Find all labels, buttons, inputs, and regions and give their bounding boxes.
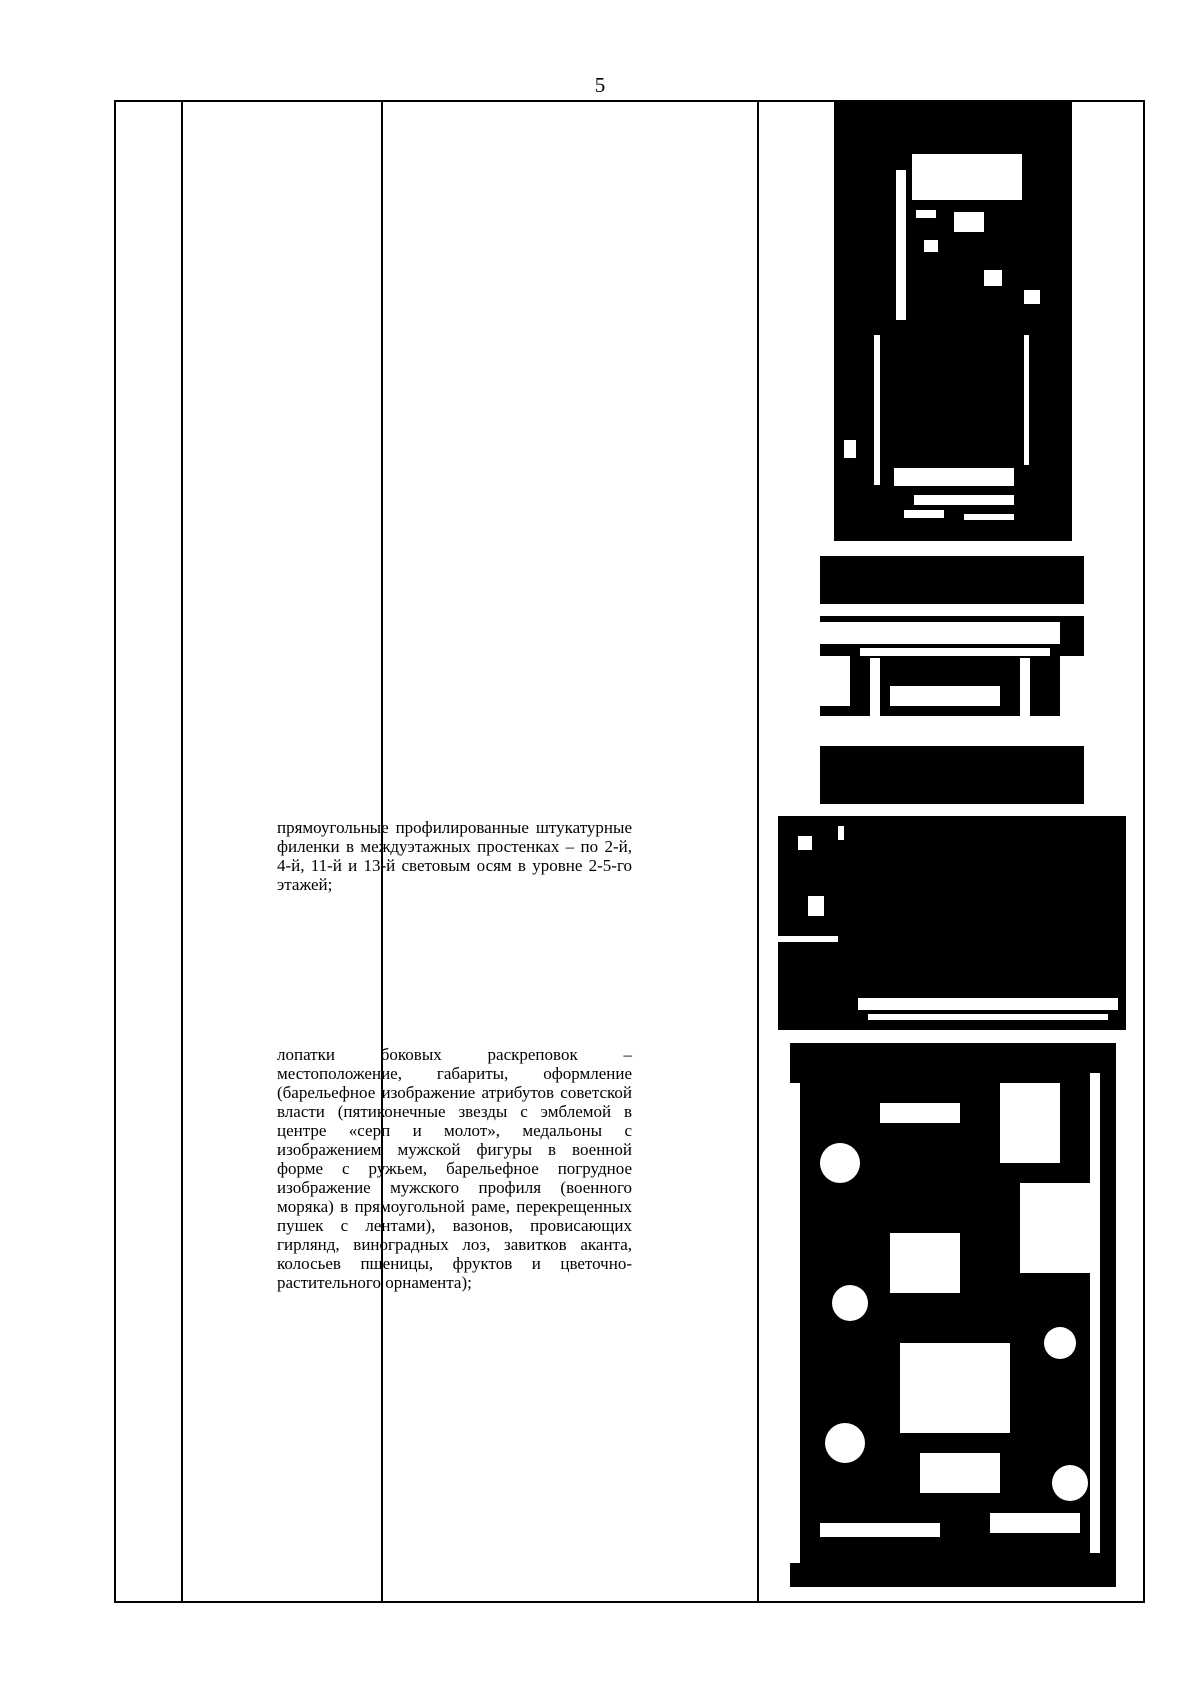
panel-photo [778,816,1126,1030]
description-panels: прямоугольные профилированные штукатурные филенки в междуэтажных простенках – по 2-й, 4-й, 11-й и 13-й световым осям в уровне 2-5-го этажей; [277,818,632,894]
description-pilasters: лопатки боковых раскреповок – местоположение, габариты, оформление (барельефное изображение атрибутов советской власти (пятиконечные звезды с эмблемой в центре «серп и молот», медальоны с изображением мужской фигуры в военной форме с ружьем, барельефное погрудное изображение мужского профиля (военного моряка) в прямоугольной раме, перекрещенных пушек с лентами), вазонов, провисающих гирлянд, виноградных лоз, завитков аканта, колосьев пшеницы, фруктов и цветочно-растительного орнамента); [277,1045,632,1292]
column-divider [757,102,759,1601]
column-divider [181,102,183,1601]
page-number: 5 [594,73,606,97]
pilaster-facade-photo [790,1043,1116,1587]
cornice-window-photo [820,556,1084,804]
window-facade-photo [834,100,1072,541]
